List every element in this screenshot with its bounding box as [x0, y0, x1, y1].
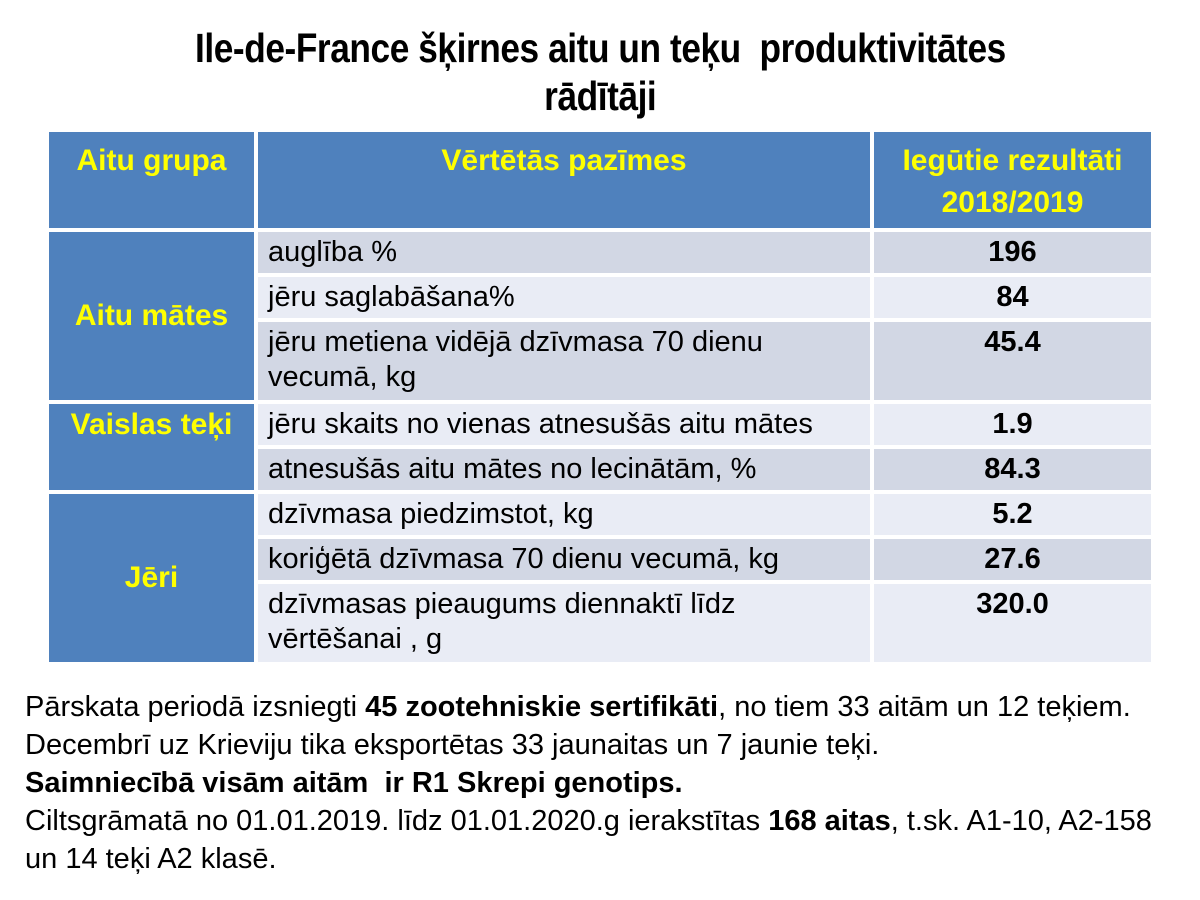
slide-title-line-1: [0, 24, 1200, 72]
value-cell: 1.9: [874, 404, 1151, 445]
value-cell: 5.2: [874, 494, 1151, 535]
feature-cell: jēru metiena vidējā dzīvmasa 70 dienu vecumā, kg: [258, 322, 870, 400]
slide-title-text-1: Ile-de-France šķirnes aitu un teķu produktivitātes: [194, 25, 1006, 71]
feature-cell: jēru saglabāšana%: [258, 277, 870, 318]
note-paragraph-2: [25, 726, 1178, 764]
slide-title-text-2: rādītāji: [543, 73, 657, 119]
feature-cell: auglība %: [258, 232, 870, 273]
group-cell-aitu-mates: Aitu mātes: [49, 232, 254, 400]
note-segment: Decembrī uz Krieviju tika eksportētas 33 jaunaitas un 7 jaunie teķi.: [25, 729, 880, 761]
note-segment: Pārskata periodā izsniegti: [25, 691, 366, 723]
table-row: [49, 232, 1151, 273]
feature-cell: koriģētā dzīvmasa 70 dienu vecumā, kg: [258, 539, 870, 580]
value-cell: 320.0: [874, 584, 1151, 662]
table-row: [49, 404, 1151, 445]
group-cell-vaislas-teki: Vaislas teķi: [49, 404, 254, 490]
notes-section: [0, 688, 1200, 878]
feature-cell: jēru skaits no vienas atnesušās aitu mātes: [258, 404, 870, 445]
note-paragraph-4: [25, 802, 1178, 878]
value-cell: 196: [874, 232, 1151, 273]
col-header-features: Vērtētās pazīmes: [258, 132, 870, 228]
table-header-row: [49, 132, 1151, 228]
productivity-table: [45, 128, 1155, 666]
col-header-results-line1: Iegūtie rezultāti: [902, 144, 1123, 177]
slide-title: [0, 0, 1200, 120]
group-cell-jeri: Jēri: [49, 494, 254, 662]
feature-cell: dzīvmasa piedzimstot, kg: [258, 494, 870, 535]
note-segment-bold: 45 zootehniskie sertifikāti: [365, 691, 719, 723]
slide-title-line-2: [0, 72, 1200, 120]
note-segment: , t.sk. A1-10, A2-158 un 14 teķi A2 klasē.: [25, 805, 1169, 875]
value-cell: 45.4: [874, 322, 1151, 400]
feature-cell: dzīvmasas pieaugums diennaktī līdz vērtēšanai , g: [258, 584, 870, 662]
note-paragraph-1: [25, 688, 1178, 726]
col-header-group: Aitu grupa: [49, 132, 254, 228]
note-segment: , no tiem 33 aitām un 12 teķiem.: [718, 691, 1131, 723]
value-cell: 84.3: [874, 449, 1151, 490]
note-segment: Ciltsgrāmatā no 01.01.2019. līdz 01.01.2020.g ierakstītas: [25, 805, 769, 837]
col-header-results: [874, 132, 1151, 228]
value-cell: 27.6: [874, 539, 1151, 580]
col-header-results-line2: 2018/2019: [941, 186, 1084, 219]
value-cell: 84: [874, 277, 1151, 318]
note-segment-bold: 168 aitas: [768, 805, 891, 837]
table-row: [49, 494, 1151, 535]
feature-cell: atnesušās aitu mātes no lecinātām, %: [258, 449, 870, 490]
note-paragraph-3: [25, 764, 1178, 802]
note-segment-bold: Saimniecībā visām aitām ir R1 Skrepi genotips.: [25, 767, 683, 799]
